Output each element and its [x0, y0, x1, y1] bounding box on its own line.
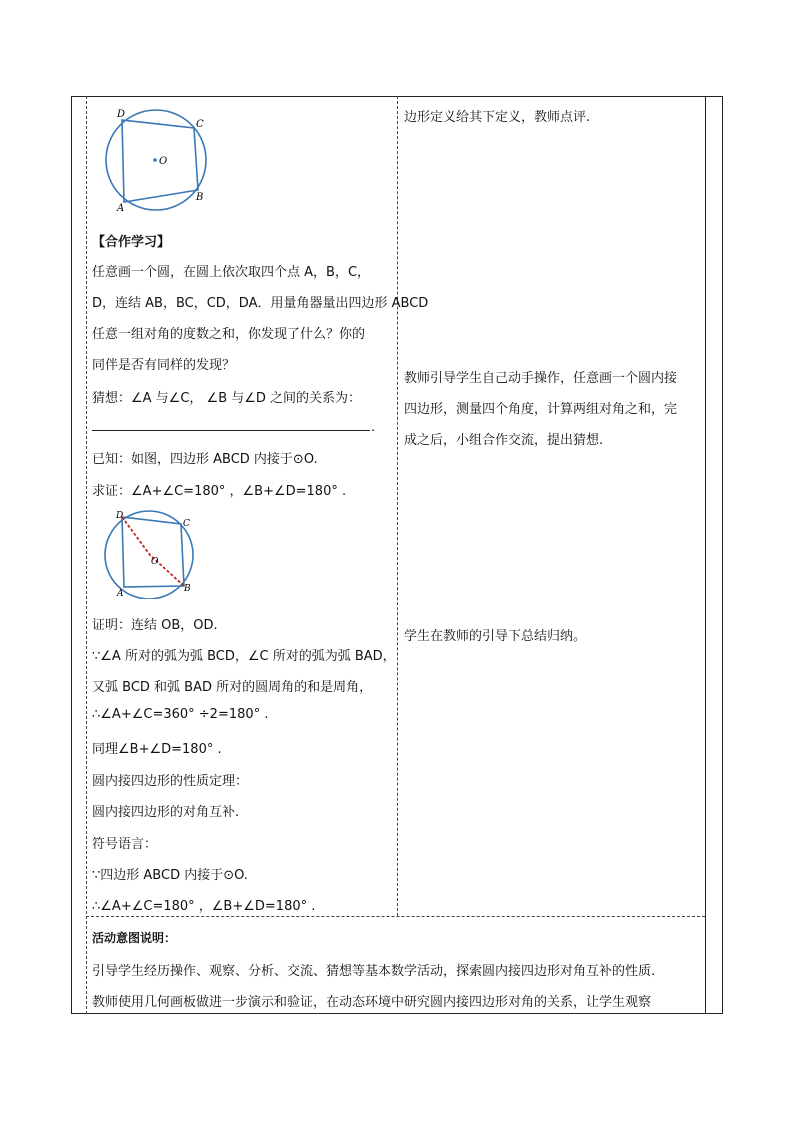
right-text-1: 边形定义给其下定义，教师点评.	[404, 110, 591, 125]
label-d: D	[116, 511, 124, 521]
label-b: B	[196, 192, 204, 203]
activity-intent-line: 引导学生经历操作、观察、分析、交流、猜想等基本数学活动，探索圆内接四边形对角互补的性质.	[92, 964, 656, 979]
figure-cyclic-quadrilateral-1	[100, 104, 218, 214]
label-a: A	[117, 203, 125, 214]
right-text-2a: 教师引导学生自己动手操作，任意画一个圆内接	[404, 371, 678, 386]
prove-line: 求证：∠A+∠C=180° ，∠B+∠D=180° .	[92, 484, 347, 499]
answer-blank	[92, 430, 370, 431]
label-c: C	[196, 119, 204, 130]
proof-line: 又弧 BCD 和弧 BAD 所对的圆周角的和是周角，	[92, 680, 373, 695]
paragraph-line: 任意画一个圆，在圆上依次取四个点 A，B，C，	[92, 265, 371, 280]
right-text-3: 学生在教师的引导下总结归纳。	[404, 629, 587, 644]
activity-intent-line: 教师使用几何画板做进一步演示和验证，在动态环境中研究圆内接四边形对角的关系，让学生观察	[92, 995, 652, 1010]
symbol-line: ∴∠A+∠C=180° ，∠B+∠D=180° .	[92, 899, 316, 914]
cell-left-border	[86, 96, 87, 1014]
symbol-line: ∵四边形 ABCD 内接于⊙O.	[92, 868, 248, 883]
proof-line: ∴∠A+∠C=360° ÷2=180° .	[92, 707, 269, 722]
theorem-statement: 圆内接四边形的对角互补.	[92, 805, 240, 820]
proof-line: ∵∠A 所对的弧为弧 BCD，∠C 所对的弧为弧 BAD，	[92, 649, 396, 664]
right-text-2b: 四边形，测量四个角度，计算两组对角之和，完	[404, 402, 678, 417]
paragraph-line: 同伴是否有同样的发现？	[92, 358, 236, 373]
paragraph-line: D，连结 AB，BC，CD，DA．用量角器量出四边形 ABCD	[92, 296, 429, 311]
proof-line: 同理∠B+∠D=180° .	[92, 742, 222, 757]
guess-line: 猜想：∠A 与∠C， ∠B 与∠D 之间的关系为：	[92, 391, 362, 406]
known-line: 已知：如图，四边形 ABCD 内接于⊙O.	[92, 452, 318, 467]
row-divider	[86, 916, 705, 917]
right-text-2c: 成之后，小组合作交流，提出猜想.	[404, 433, 604, 448]
theorem-title: 圆内接四边形的性质定理：	[92, 774, 249, 789]
label-d: D	[117, 109, 126, 120]
proof-line: 证明：连结 OB，OD.	[92, 618, 218, 633]
activity-intent-title: 活动意图说明：	[92, 931, 177, 945]
label-a: A	[117, 589, 124, 599]
label-c: C	[183, 519, 190, 529]
symbol-language-title: 符号语言：	[92, 837, 158, 852]
figure-cyclic-quadrilateral-2	[102, 507, 202, 599]
blank-period: .	[371, 420, 376, 435]
label-b: B	[184, 584, 191, 594]
label-o: O	[151, 557, 159, 567]
column-divider	[397, 96, 398, 916]
label-o: O	[159, 156, 168, 167]
table-right-border	[705, 96, 706, 1014]
section-heading: 【合作学习】	[92, 235, 171, 250]
paragraph-line: 任意一组对角的度数之和，你发现了什么？你的	[92, 327, 366, 342]
